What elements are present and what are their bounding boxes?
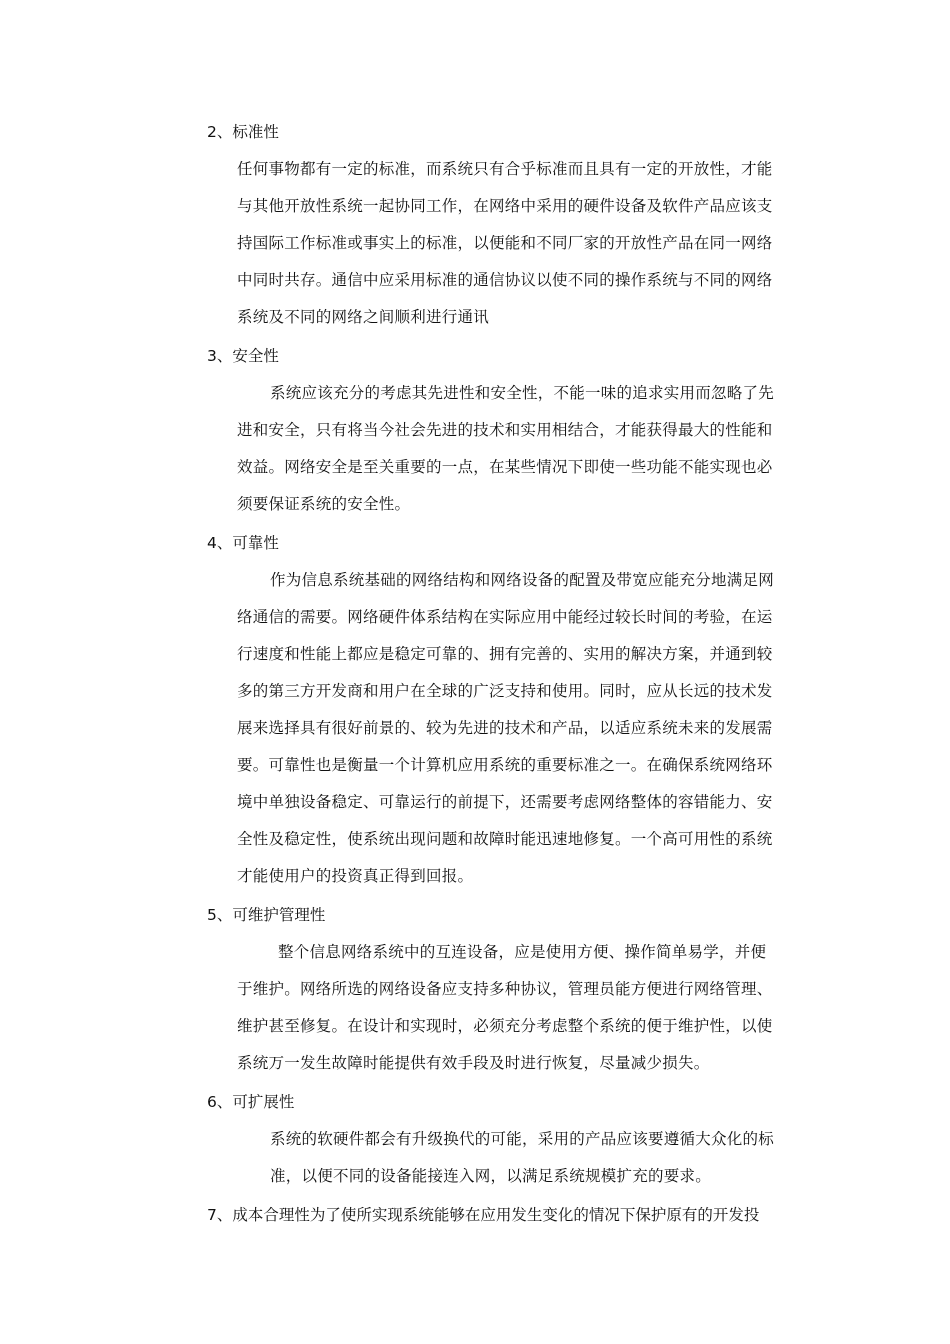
paragraph-line: 展来选择具有很好前景的、较为先进的技术和产品，以适应系统未来的发展需 xyxy=(237,719,773,737)
paragraph-line: 维护甚至修复。在设计和实现时，必须充分考虑整个系统的便于维护性，以使 xyxy=(237,1017,773,1035)
paragraph-line: 系统万一发生故障时能提供有效手段及时进行恢复，尽量减少损失。 xyxy=(237,1054,710,1072)
paragraph-line: 任何事物都有一定的标准，而系统只有合乎标准而且具有一定的开放性，才能 xyxy=(237,160,773,178)
section-heading-2: 2、标准性 xyxy=(207,123,279,141)
section-heading-5: 5、可维护管理性 xyxy=(207,906,326,924)
paragraph-line: 进和安全，只有将当今社会先进的技术和实用相结合，才能获得最大的性能和 xyxy=(237,421,773,439)
section-heading-6: 6、可扩展性 xyxy=(207,1093,295,1111)
section-heading-3: 3、安全性 xyxy=(207,347,279,365)
paragraph-line: 准，以便不同的设备能接连入网，以满足系统规模扩充的要求。 xyxy=(270,1167,712,1185)
paragraph-line: 系统及不同的网络之间顺利进行通讯 xyxy=(237,308,490,326)
paragraph-line: 全性及稳定性，使系统出现问题和故障时能迅速地修复。一个高可用性的系统 xyxy=(237,830,773,848)
paragraph-line: 持国际工作标准或事实上的标准，以便能和不同厂家的开放性产品在同一网络 xyxy=(237,234,773,252)
paragraph-line: 境中单独设备稳定、可靠运行的前提下，还需要考虑网络整体的容错能力、安 xyxy=(237,793,773,811)
paragraph-line: 与其他开放性系统一起协同工作，在网络中采用的硬件设备及软件产品应该支 xyxy=(237,197,773,215)
paragraph-line: 络通信的需要。网络硬件体系结构在实际应用中能经过较长时间的考验，在运 xyxy=(237,608,773,626)
paragraph-line: 要。可靠性也是衡量一个计算机应用系统的重要标准之一。在确保系统网络环 xyxy=(237,756,773,774)
paragraph-line: 行速度和性能上都应是稳定可靠的、拥有完善的、实用的解决方案，并通到较 xyxy=(237,645,773,663)
paragraph-line: 中同时共存。通信中应采用标准的通信协议以使不同的操作系统与不同的网络 xyxy=(237,271,773,289)
paragraph-line: 效益。网络安全是至关重要的一点，在某些情况下即使一些功能不能实现也必 xyxy=(237,458,773,476)
paragraph-line: 系统应该充分的考虑其先进性和安全性，不能一味的追求实用而忽略了先 xyxy=(270,384,775,402)
paragraph-line: 作为信息系统基础的网络结构和网络设备的配置及带宽应能充分地满足网 xyxy=(270,571,775,589)
paragraph-line: 系统的软硬件都会有升级换代的可能，采用的产品应该要遵循大众化的标 xyxy=(270,1130,775,1148)
paragraph-line: 须要保证系统的安全性。 xyxy=(237,495,411,513)
paragraph-line: 于维护。网络所选的网络设备应支持多种协议，管理员能方便进行网络管理、 xyxy=(237,980,773,998)
paragraph-line: 整个信息网络系统中的互连设备，应是使用方便、操作简单易学，并便 xyxy=(278,943,767,961)
section-heading-7: 7、成本合理性为了使所实现系统能够在应用发生变化的情况下保护原有的开发投 xyxy=(207,1206,760,1224)
section-heading-4: 4、可靠性 xyxy=(207,534,279,552)
paragraph-line: 才能使用户的投资真正得到回报。 xyxy=(237,867,474,885)
paragraph-line: 多的第三方开发商和用户在全球的广泛支持和使用。同时，应从长远的技术发 xyxy=(237,682,773,700)
